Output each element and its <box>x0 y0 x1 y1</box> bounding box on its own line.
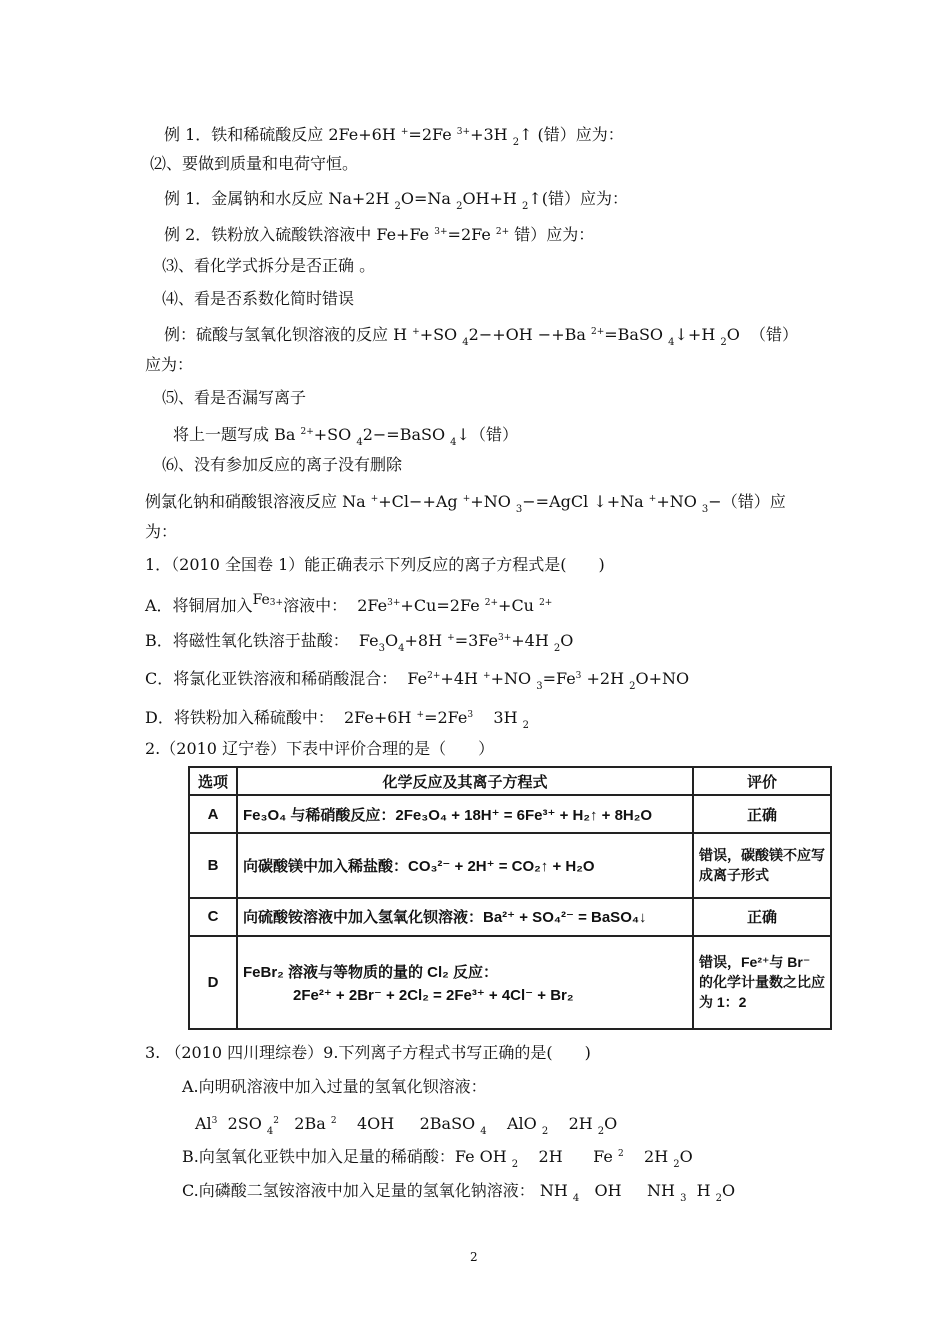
row-evaluation: 正确 <box>693 898 831 936</box>
rule-spectator-ion: ⑹、没有参加反应的离子没有删除 <box>162 455 403 474</box>
question-3-option-a: A.向明矾溶液中加入过量的氢氧化钡溶液： <box>182 1077 487 1096</box>
question-1-option-c: C．将氯化亚铁溶液和稀硝酸混合： $Fe^{2+}+4H$ ++NO $_3=Fe^3 +2H$ $_2$O+NO <box>145 669 690 692</box>
row-equation: Fe₃O₄ 与稀硝酸反应：2Fe₃O₄ + 18H⁺ = 6Fe³⁺ + H₂↑ + 8H₂O <box>237 795 693 833</box>
rule-missing-ion: ⑸、看是否漏写离子 <box>162 388 307 407</box>
question-1-option-d: D．将铁粉加入稀硫酸中： 2Fe+6H $^+=2Fe^3$ 3H $_2$ <box>145 708 530 731</box>
question-3: 3. （2010 四川理综卷）9.下列离子方程式书写正确的是( ) <box>145 1043 591 1062</box>
row-equation: 向碳酸镁中加入稀盐酸：CO₃²⁻ + 2H⁺ = CO₂↑ + H₂O <box>237 833 693 898</box>
row-evaluation: 正确 <box>693 795 831 833</box>
example-nacl-agno3: 例氯化钠和硝酸银溶液反应 Na ++Cl−+Ag ++NO $_3$−=AgCl ↓+Na ++NO $_3$−（错）应 <box>145 492 786 515</box>
example-missing-ion: 将上一题写成 Ba $^{2+}$+SO $_4$2−=BaSO $_4$↓（错） <box>173 425 518 448</box>
answer-prompt-1: 应为： <box>145 355 194 374</box>
row-option: C <box>189 898 237 936</box>
row-evaluation: 错误，碳酸镁不应写成离子形式 <box>693 833 831 898</box>
answer-prompt-2: 为： <box>145 522 178 541</box>
row-equation <box>237 936 693 1029</box>
table-row <box>189 898 831 936</box>
evaluation-table <box>188 766 832 1030</box>
question-3-option-c: C.向磷酸二氢铵溶液中加入足量的氢氧化钠溶液： NH $_4$ OH NH $_3$ H $_2$O <box>182 1181 736 1204</box>
question-1-option-a: A．将铜屑加入$Fe^{3+}$溶液中： $2Fe^{3+}+Cu=2Fe$ $^{2+}$+Cu $^{2+}$ <box>145 592 553 615</box>
example-sodium-water: 例 1．金属钠和水反应 Na+2H $_2$O=Na $_2$OH+H $_2$↑(错）应为： <box>164 189 628 212</box>
header-evaluation: 评价 <box>693 767 831 795</box>
row-equation-line-1: FeBr₂ 溶液与等物质的量的 Cl₂ 反应： <box>243 963 499 981</box>
question-3-option-b: B.向氢氧化亚铁中加入足量的稀硝酸：Fe OH $_2$ 2H Fe $^2$ 2H $_2$O <box>182 1147 693 1170</box>
row-option: B <box>189 833 237 898</box>
rule-formula-split: ⑶、看化学式拆分是否正确 。 <box>162 256 376 275</box>
example-sulfuric-barium: 例：硫酸与氢氧化钡溶液的反应 H ++SO $_4$2−+OH −+Ba $^{2+}$=BaSO $_4$↓+H $_2$O （错） <box>164 325 799 348</box>
table-row <box>189 833 831 898</box>
table-header <box>189 767 831 795</box>
table-row <box>189 936 831 1029</box>
row-evaluation: 错误，Fe²⁺与 Br⁻ 的化学计量数之比应为 1：2 <box>693 936 831 1029</box>
header-equation: 化学反应及其离子方程式 <box>237 767 693 795</box>
rule-coefficient: ⑷、看是否系数化简时错误 <box>162 289 355 308</box>
row-option: D <box>189 936 237 1029</box>
example-iron-sulfuric: 例 1．铁和稀硫酸反应 2Fe+6H +=2Fe $^{3+}$+3H $_2$↑ (错）应为： <box>164 125 624 148</box>
rule-mass-charge: ⑵、要做到质量和电荷守恒。 <box>150 154 359 173</box>
page-number: 2 <box>470 1250 478 1264</box>
example-iron-ferric: 例 2．铁粉放入硫酸铁溶液中 Fe+Fe $^{3+}$=2Fe $^{2+}$ 错）应为： <box>164 225 595 244</box>
header-option: 选项 <box>189 767 237 795</box>
row-option: A <box>189 795 237 833</box>
question-1: 1．（2010 全国卷 1）能正确表示下列反应的离子方程式是( ) <box>145 555 605 574</box>
row-equation-line-2: 2Fe²⁺ + 2Br⁻ + 2Cl₂ = 2Fe³⁺ + 4Cl⁻ + Br₂ <box>293 986 574 1004</box>
row-equation: 向硫酸铵溶液中加入氢氧化钡溶液：Ba²⁺ + SO₄²⁻ = BaSO₄↓ <box>237 898 693 936</box>
question-3-option-a-equation: Al$^3$ 2SO $_4^2$ 2Ba $^2$ 4OH 2BaSO $_4$ AlO $_2$ 2H $_2$O <box>195 1114 618 1137</box>
question-1-option-b: B．将磁性氧化铁溶于盐酸： $Fe_3O_4+8H$ $^+=3Fe^{3+}+4H$ $_2$O <box>145 631 574 654</box>
table-row <box>189 795 831 833</box>
question-2: 2.（2010 辽宁卷）下表中评价合理的是（ ） <box>145 739 495 758</box>
